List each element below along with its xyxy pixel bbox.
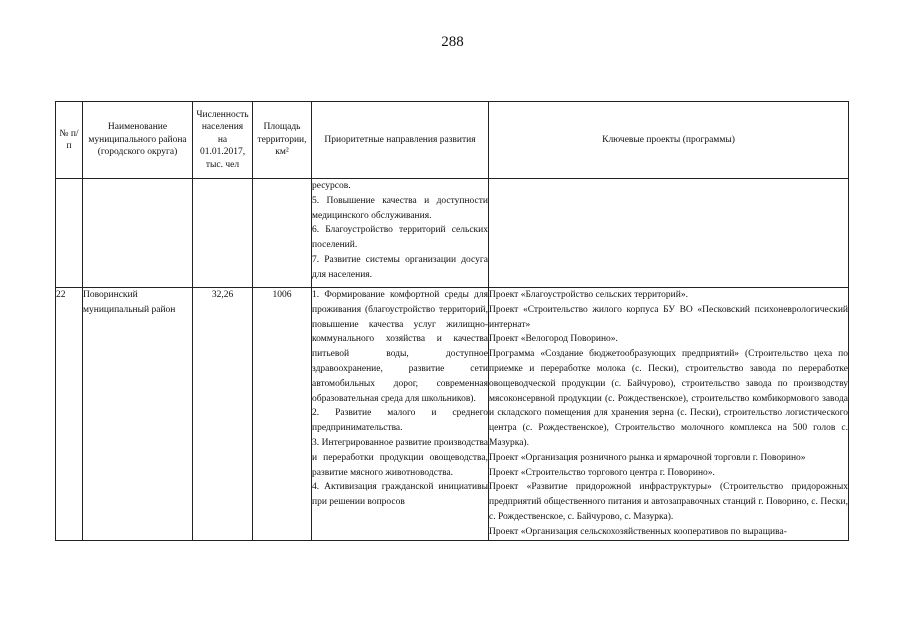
priority-item: ресурсов. xyxy=(312,181,351,191)
priority-item: 6. Благоустройство территорий сельских поселений. xyxy=(312,225,488,251)
project-item: Программа «Создание бюджетообразующих предприятий» (Строительство цеха по приемке и переработке молока (с. Пески), строительство завода по переработке овощеводческой продукции (с. Байчурово), строительство завода по производству мясоконсервной продукции (с. Рождественское), строительство комбикормового завода и складского помещения для хранения зерна (с. Пески), строительство логистического центра (с. Рождественское), Строительство молочного комплекса на 500 голов с. Мазурка). xyxy=(489,349,848,448)
priority-item: 5. Повышение качества и доступности медицинского обслуживания. xyxy=(312,195,488,221)
cell-population: 32,26 xyxy=(193,288,253,541)
project-item: Проект «Велогород Поворино». xyxy=(489,334,618,345)
table-header-row xyxy=(56,102,849,179)
cell-population-empty xyxy=(193,179,253,288)
table-row-22 xyxy=(56,288,849,541)
cell-district-name: Поворинский муниципальный район xyxy=(83,288,193,541)
project-item: Проект «Благоустройство сельских территорий». xyxy=(489,290,688,300)
priority-item: 3. Интегрированное развитие производства и переработки продукции овощеводства, развитие мясного животноводства. xyxy=(312,437,488,478)
priority-item: 7. Развитие системы организации досуга для населения. xyxy=(312,254,488,280)
header-projects: Ключевые проекты (программы) xyxy=(489,102,849,179)
cell-projects-empty xyxy=(489,179,849,288)
cell-num-empty xyxy=(56,179,83,288)
priority-item: 1. Формирование комфортной среды для проживания (благоустройство территорий, повышение качества услуг жилищно-коммунального хозяйства и качества питьевой воды, доступное здравоохранение, развитие сети автомобильных дорог, современная образовательная среда для школьников). xyxy=(312,290,488,404)
header-name: Наименование муниципального района (городского округа) xyxy=(83,102,193,179)
cell-projects xyxy=(489,288,849,541)
header-population: Численность населения на 01.01.2017, тыс. чел xyxy=(193,102,253,179)
project-item: Проект «Организация сельскохозяйственных кооперативов по выращива- xyxy=(489,526,787,537)
page-number: 288 xyxy=(441,34,464,50)
cell-priorities xyxy=(312,288,489,541)
project-item: Проект «Организация розничного рынка и ярмарочной торговли г. Поворино» xyxy=(489,452,806,463)
priority-item: 2. Развитие малого и среднего предпринимательства. xyxy=(312,408,488,434)
cell-num: 22 xyxy=(56,288,83,541)
cell-area: 1006 xyxy=(253,288,312,541)
header-area: Площадь территории, км² xyxy=(253,102,312,179)
cell-name-empty xyxy=(83,179,193,288)
priority-item: 4. Активизация гражданской инициативы при решении вопросов xyxy=(312,482,488,508)
cell-area-empty xyxy=(253,179,312,288)
project-item: Проект «Развитие придорожной инфраструктуры» (Строительство придорожных предприятий общественного питания и автозаправочных станций г. Поворино, с. Пески, с. Рождественское, с. Байчурово, с. Мазурка). xyxy=(489,482,848,522)
project-item: Проект «Строительство жилого корпуса БУ ВО «Песковский психоневрологический интернат» xyxy=(489,304,848,330)
project-item: Проект «Строительство торгового центра г. Поворино». xyxy=(489,467,715,478)
cell-priorities-continued xyxy=(312,179,489,288)
table-row-continuation xyxy=(56,179,849,288)
regional-projects-table xyxy=(55,101,849,541)
header-priorities: Приоритетные направления развития xyxy=(312,102,489,179)
header-num: № п/п xyxy=(56,102,83,179)
